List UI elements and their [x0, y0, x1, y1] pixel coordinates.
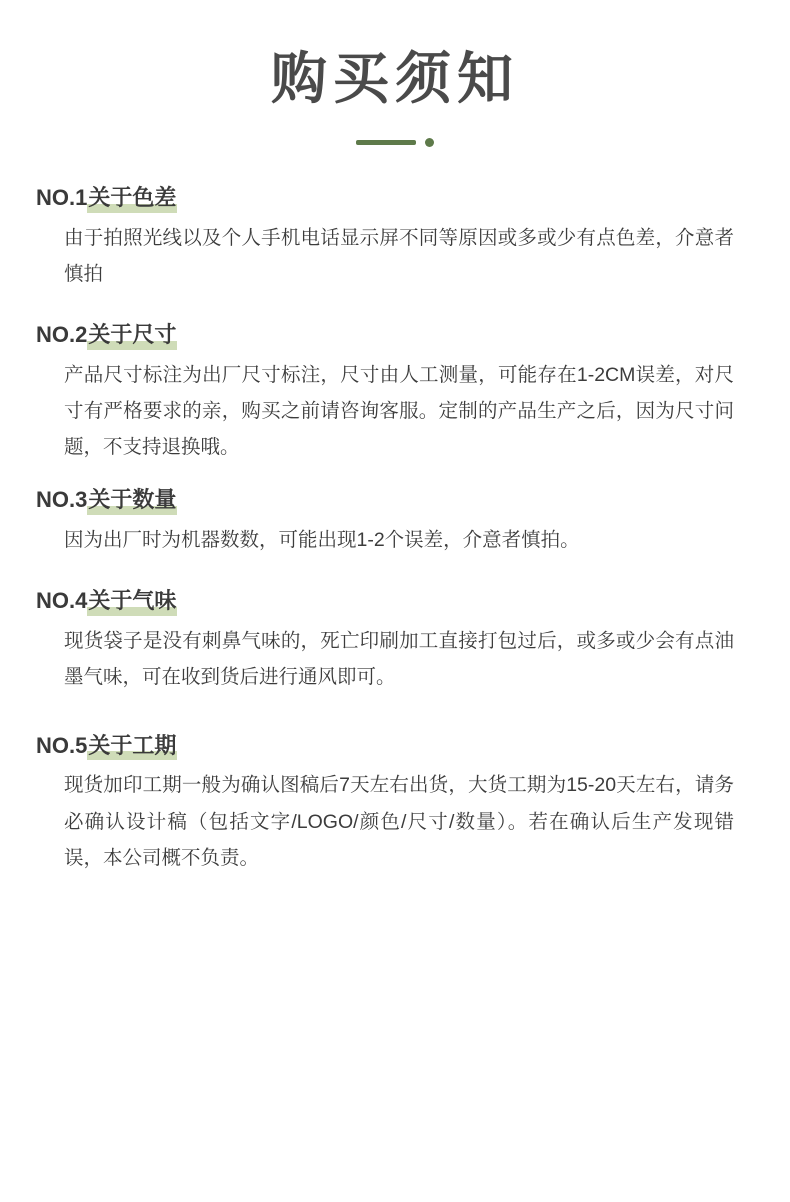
notice-body-1: 由于拍照光线以及个人手机电话显示屏不同等原因或多或少有点色差，介意者慎拍 — [64, 226, 734, 285]
notice-number-4: NO.4 — [36, 587, 88, 613]
spacer-2 — [34, 471, 756, 485]
notice-body-4: 现货袋子是没有刺鼻气味的，死亡印刷加工直接打包过后，或多或少会有点油墨气味，可在收到货后进行通风即可。 — [64, 629, 734, 688]
notice-label-2: 关于尺寸 — [87, 320, 177, 351]
divider-bar — [356, 140, 416, 145]
notice-number-3: NO.3 — [36, 486, 88, 512]
spacer-1 — [34, 298, 756, 320]
notice-label-4: 关于气味 — [87, 586, 177, 617]
notice-heading-3 — [34, 485, 756, 516]
spacer-3 — [34, 564, 756, 586]
notice-section-4 — [34, 586, 756, 695]
notice-section-3 — [34, 485, 756, 558]
title-divider — [34, 138, 756, 147]
notice-label-5: 关于工期 — [87, 731, 177, 762]
notice-label-1: 关于色差 — [87, 183, 177, 214]
notice-label-3: 关于数量 — [87, 485, 177, 516]
page-title: 购买须知 — [271, 47, 519, 110]
notice-body-2: 产品尺寸标注为出厂尺寸标注，尺寸由人工测量，可能存在1-2CM误差，对尺寸有严格要求的亲，购买之前请咨询客服。定制的产品生产之后，因为尺寸问题，不支持退换哦。 — [64, 363, 734, 458]
notice-body-5: 现货加印工期一般为确认图稿后7天左右出货，大货工期为15-20天左右，请务必确认设计稿（包括文字/LOGO/颜色/尺寸/数量）。若在确认后生产发现错误，本公司概不负责。 — [64, 774, 734, 869]
spacer-4 — [34, 701, 756, 731]
notice-number-2: NO.2 — [36, 321, 88, 347]
notice-section-2 — [34, 320, 756, 465]
notice-number-5: NO.5 — [36, 732, 88, 758]
notice-heading-5 — [34, 731, 756, 762]
notice-number-1: NO.1 — [36, 185, 88, 210]
divider-dot — [425, 138, 434, 147]
notice-section-1 — [34, 183, 756, 292]
notice-heading-2 — [34, 320, 756, 351]
notice-heading-4 — [34, 586, 756, 617]
purchase-notice-page — [0, 44, 790, 1202]
notice-section-5 — [34, 731, 756, 876]
notice-heading-1 — [34, 183, 756, 214]
notice-body-3: 因为出厂时为机器数数，可能出现1-2个误差，介意者慎拍。 — [64, 528, 580, 551]
